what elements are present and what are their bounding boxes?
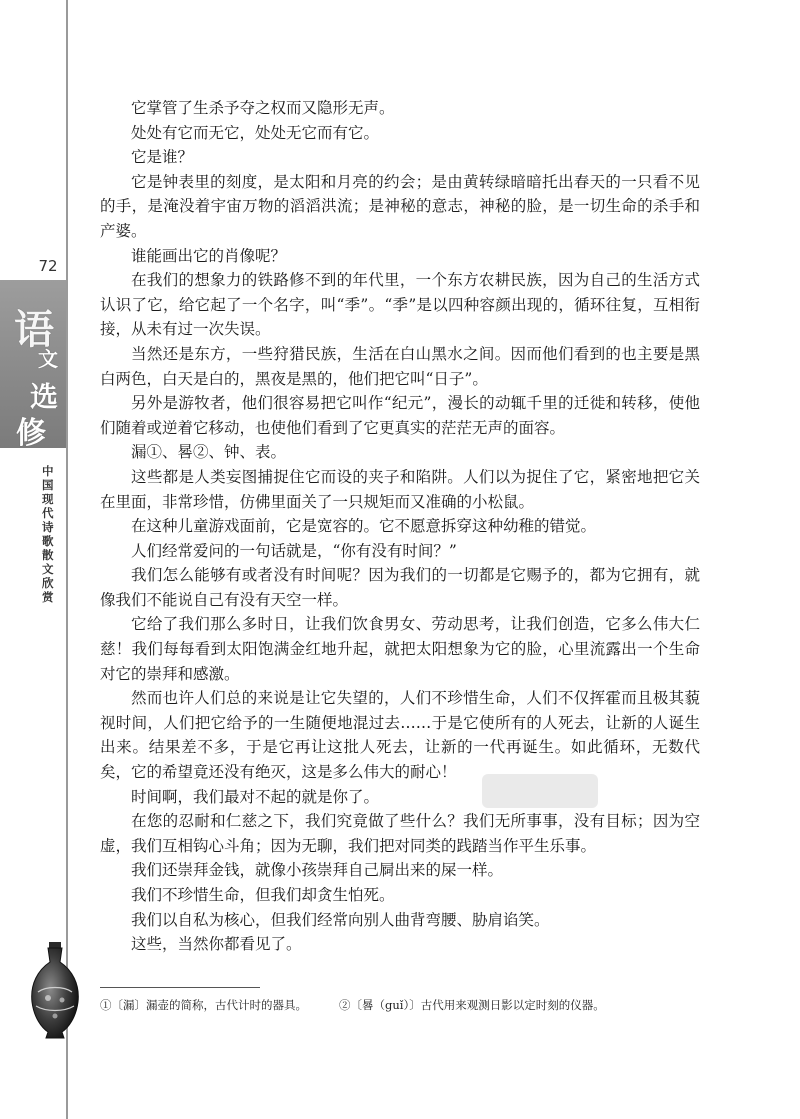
paragraph: 它给了我们那么多时日，让我们饮食男女、劳动思考，让我们创造，它多么伟大仁慈！我们每每看到太阳饱满金红地升起，就把太阳想象为它的脸，心里流露出一个生命对它的崇拜和感激。	[100, 615, 700, 683]
paragraph: 它掌管了生杀予夺之权而又隐形无声。	[131, 99, 395, 117]
paragraph: 另外是游牧者，他们很容易把它叫作“纪元”，漫长的动辄千里的迁徙和转移，使他们随着或逆着它移动，也使他们看到了它更真实的茫茫无声的面容。	[100, 394, 700, 437]
paragraph: 我们还崇拜金钱，就像小孩崇拜自己屙出来的屎一样。	[131, 861, 504, 880]
paragraph: 这些，当然你都看见了。	[131, 935, 302, 954]
paragraph: 它是钟表里的刻度，是太阳和月亮的约会；是由黄转绿暗暗托出春天的一只看不见的手，是淹没着宇宙万物的滔滔洪流；是神秘的意志，神秘的脸，是一切生命的杀手和产婆。	[100, 172, 700, 240]
series-char-1: 语	[14, 306, 54, 353]
footnote-1: ①〔漏〕漏壶的简称，古代计时的器具。	[100, 998, 307, 1012]
vase-icon	[22, 940, 88, 1040]
paragraph: 我们怎么能够有或者没有时间呢？因为我们的一切都是它赐予的，都为它拥有，就像我们不能说自己有没有天空一样。	[100, 566, 700, 609]
series-char-2: 文	[38, 347, 58, 371]
paragraph: 当然还是东方，一些狩猎民族，生活在白山黑水之间。因而他们看到的也主要是黑白两色，白天是白的，黑夜是黑的，他们把它叫“日子”。	[100, 344, 700, 388]
footnotes	[100, 996, 720, 1014]
paragraph: 漏①、晷②、钟、表。	[131, 443, 287, 462]
paragraph: 人们经常爱问的一句话就是，“你有没有时间？”	[131, 541, 457, 560]
paragraph: 我们以自私为核心，但我们经常向别人曲背弯腰、胁肩谄笑。	[131, 910, 550, 929]
series-char-3: 选	[30, 380, 59, 413]
paragraph: 我们不珍惜生命，但我们却贪生怕死。	[131, 886, 395, 904]
book-title: 中国现代诗歌散文欣赏	[42, 464, 54, 604]
page-number: 72	[38, 257, 58, 275]
paragraph: 它是谁？	[131, 148, 194, 167]
footnote-rule	[100, 987, 260, 988]
paragraph: 谁能画出它的肖像呢？	[131, 246, 287, 265]
body-text	[100, 96, 700, 957]
paragraph: 处处有它而无它，处处无它而有它。	[131, 123, 380, 142]
paragraph: 在您的忍耐和仁慈之下，我们究竟做了些什么？我们无所事事，没有目标；因为空虚，我们互相钩心斗角；因为无聊，我们把对同类的践踏当作平生乐事。	[100, 812, 700, 855]
footnote-2: ②〔晷（guǐ）〕古代用来观测日影以定时刻的仪器。	[339, 998, 605, 1012]
paragraph: 然而也许人们总的来说是让它失望的，人们不珍惜生命，人们不仅挥霍而且极其藐视时间，人们把它给予的一生随便地混过去……于是它使所有的人死去，让新的人诞生出来。结果差不多，于是它再让这批人死去，让新的一代再诞生。如此循环，无数代矣，它的希望竟还没有绝灭，这是多么伟大的耐心！	[100, 689, 700, 782]
watermark	[480, 768, 600, 814]
paragraph: 这些都是人类妄图捕捉住它而设的夹子和陷阱。人们以为捉住了它，紧密地把它关在里面，非常珍惜，仿佛里面关了一只规矩而又准确的小松鼠。	[100, 467, 700, 511]
paragraph: 在我们的想象力的铁路修不到的年代里，一个东方农耕民族，因为自己的生活方式认识了它，给它起了一个名字，叫“季”。“季”是以四种容颜出现的，循环往复，互相衔接，从未有过一次失误。	[100, 271, 700, 339]
paragraph: 在这种儿童游戏面前，它是宽容的。它不愿意拆穿这种幼稚的错觉。	[131, 517, 597, 536]
paragraph: 时间啊，我们最对不起的就是你了。	[131, 787, 380, 806]
series-char-4: 修	[16, 416, 46, 451]
